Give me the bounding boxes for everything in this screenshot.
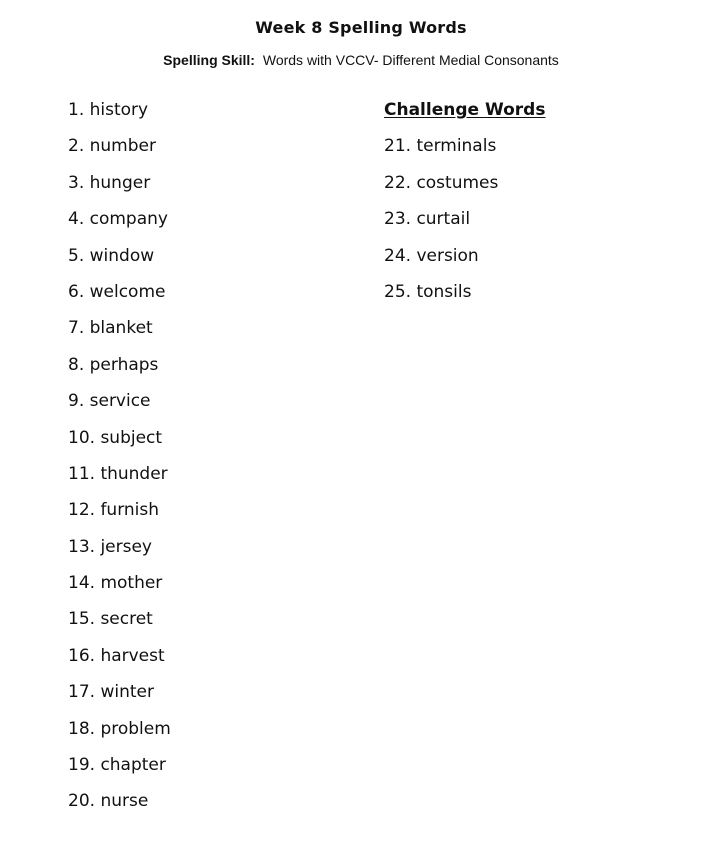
spelling-word: 1. history — [68, 100, 149, 120]
spelling-word: 8. perhaps — [68, 354, 159, 375]
spelling-word: 11. thunder — [68, 463, 168, 484]
spelling-word: 10. subject — [68, 427, 163, 448]
challenge-word-list — [384, 134, 545, 316]
page-title: Week 8 Spelling Words — [255, 18, 467, 37]
challenge-word: 21. terminals — [384, 136, 497, 157]
spelling-skill-label: Spelling Skill: — [163, 52, 255, 68]
spelling-word-list — [68, 98, 171, 826]
spelling-skill-line — [0, 51, 722, 69]
spelling-word: 9. service — [68, 391, 151, 412]
spelling-word: 13. jersey — [68, 536, 152, 557]
spelling-word: 16. harvest — [68, 645, 165, 666]
challenge-word: 23. curtail — [384, 209, 471, 230]
challenge-word: 25. tonsils — [384, 281, 472, 302]
spelling-word: 2. number — [68, 136, 156, 157]
challenge-word: 24. version — [384, 245, 479, 266]
spelling-word: 4. company — [68, 209, 168, 230]
spelling-word: 19. chapter — [68, 755, 166, 776]
spelling-word: 20. nurse — [68, 791, 149, 812]
spelling-skill-text: Words with VCCV- Different Medial Consonants — [262, 52, 559, 68]
challenge-word: 22. costumes — [384, 172, 499, 193]
spelling-word: 17. winter — [68, 682, 154, 703]
spelling-word: 14. mother — [68, 573, 163, 594]
challenge-words-section — [384, 98, 545, 316]
spelling-word: 3. hunger — [68, 172, 151, 193]
challenge-words-heading: Challenge Words — [384, 100, 546, 120]
spelling-word: 15. secret — [68, 609, 153, 630]
spelling-word: 6. welcome — [68, 281, 166, 302]
spelling-word: 5. window — [68, 245, 155, 266]
spelling-word: 18. problem — [68, 718, 171, 739]
spelling-word: 7. blanket — [68, 318, 153, 339]
spelling-word: 12. furnish — [68, 500, 160, 521]
